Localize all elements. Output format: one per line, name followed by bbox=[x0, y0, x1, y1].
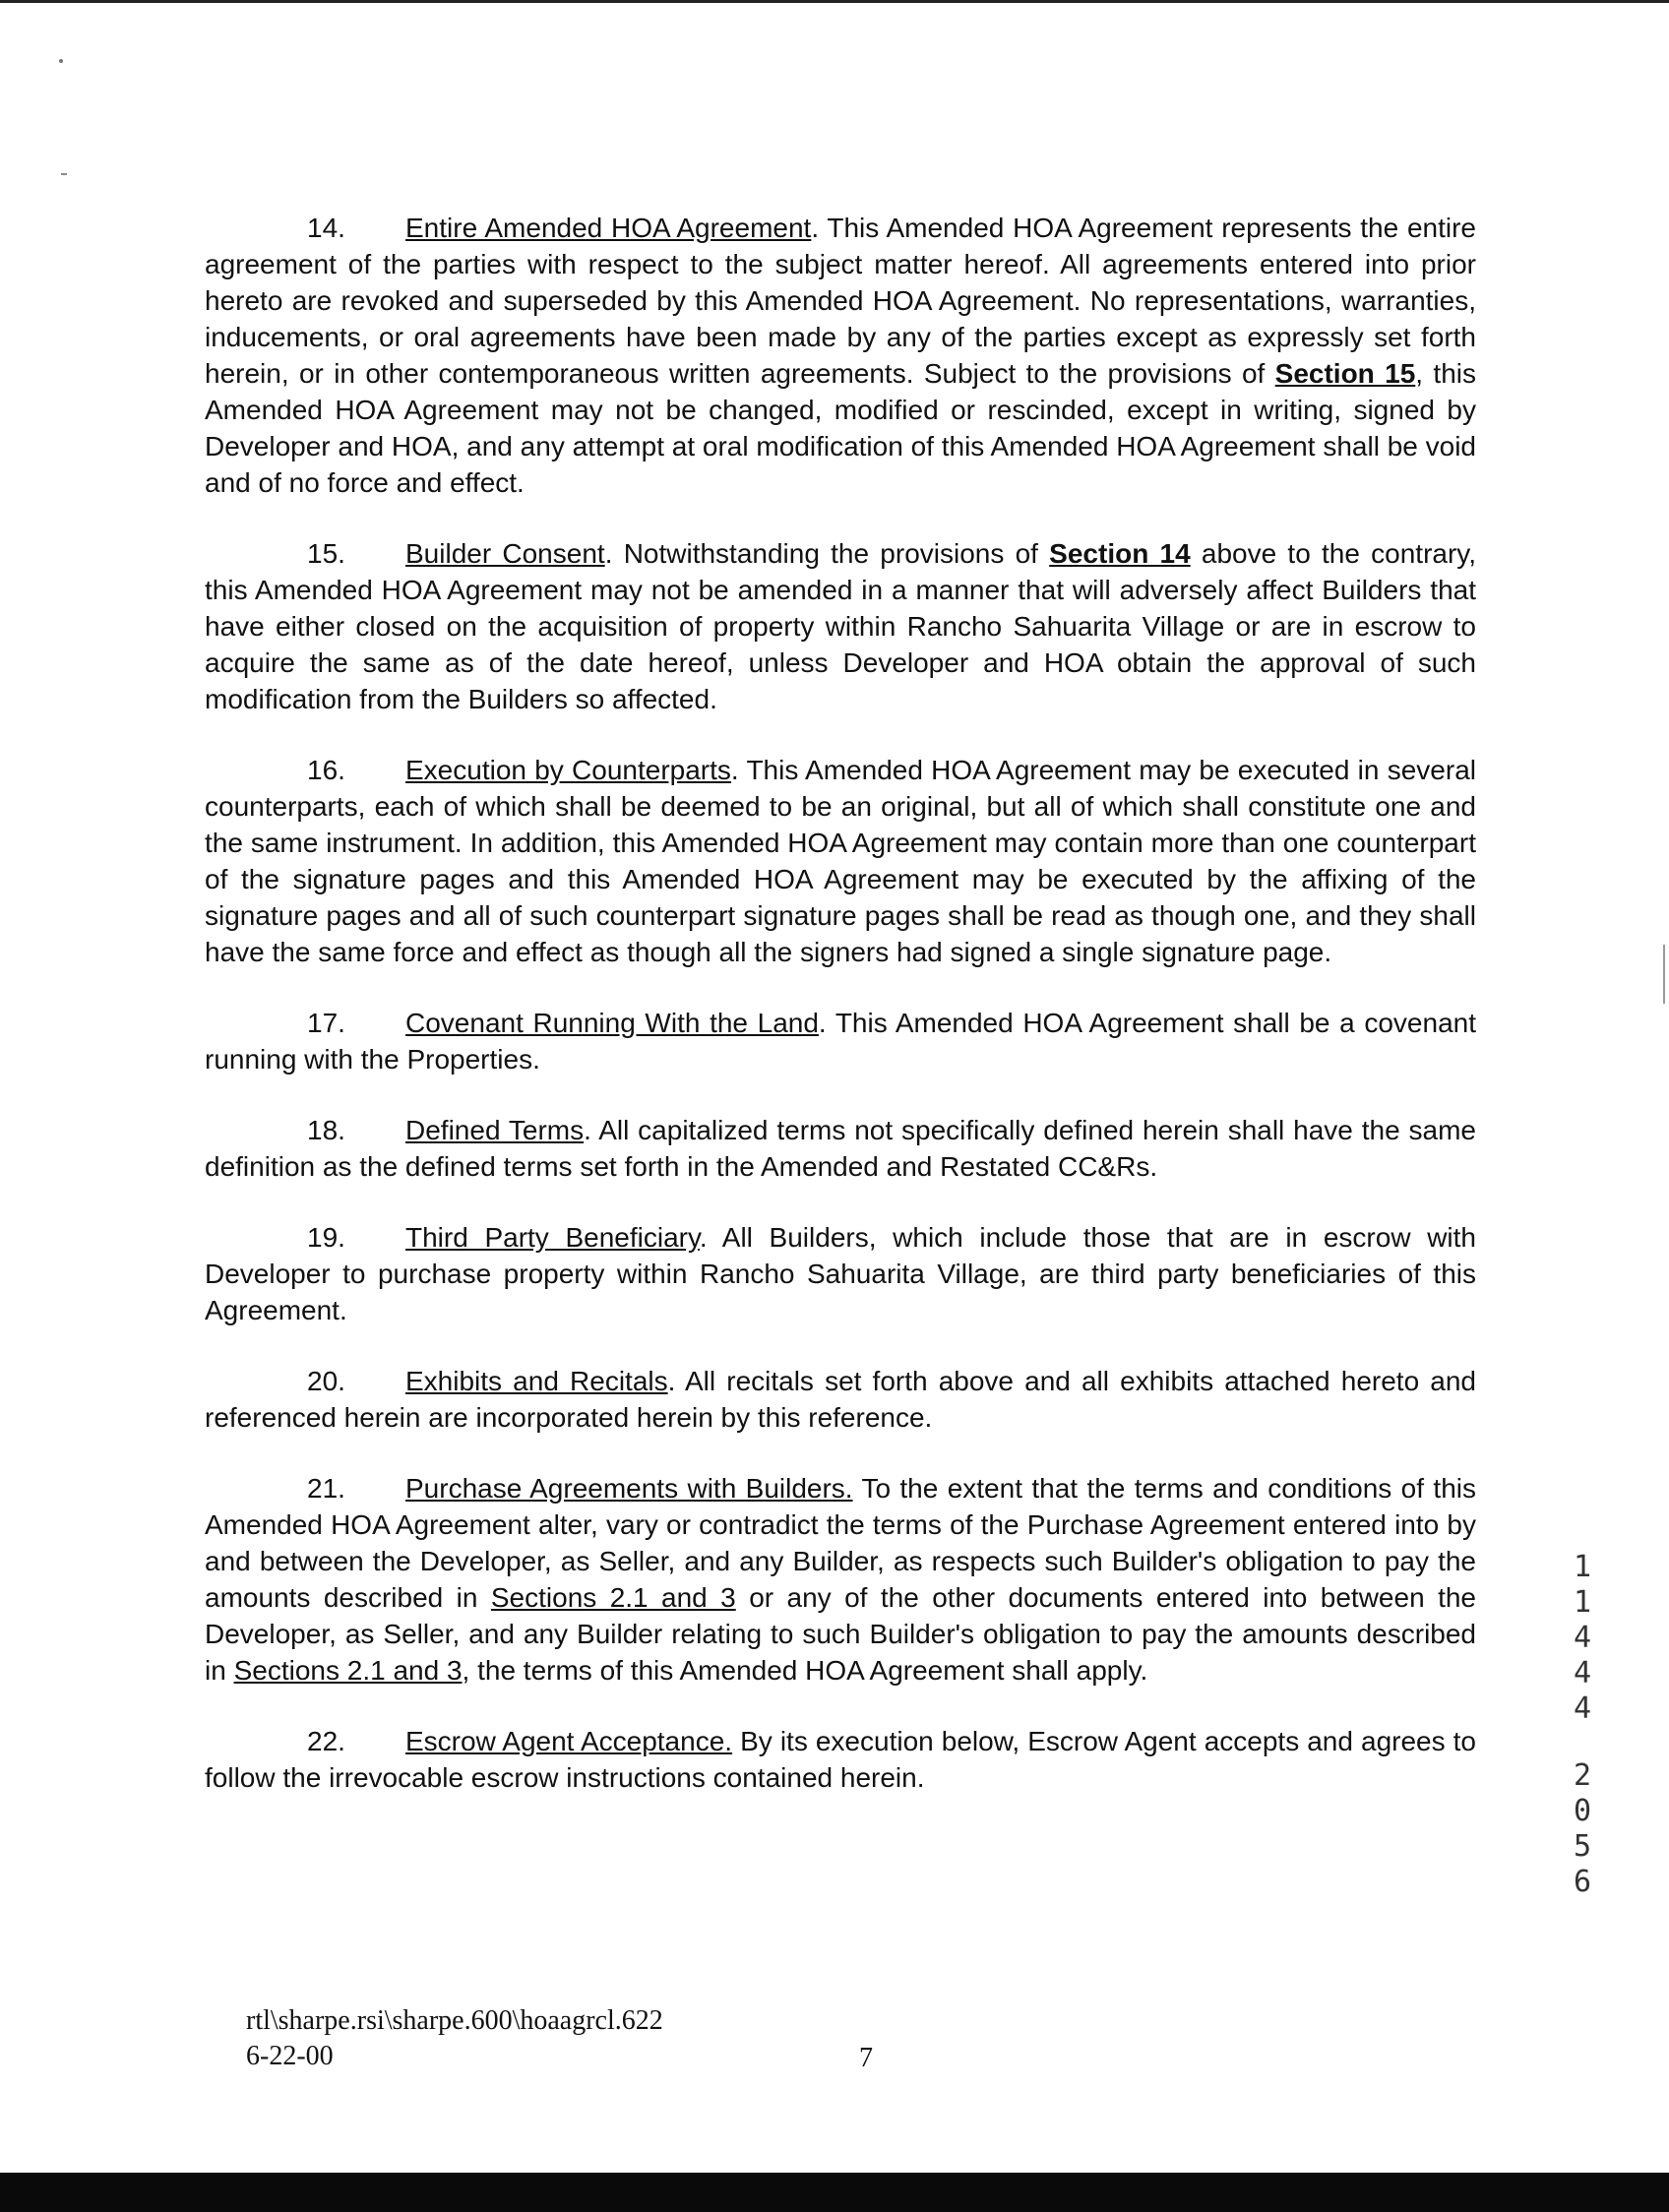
paragraph-heading: Escrow Agent Acceptance. bbox=[405, 1726, 733, 1756]
paragraph-number: 18. bbox=[307, 1115, 345, 1145]
paragraph-19 bbox=[205, 1219, 1476, 1328]
paragraph-text: . Notwithstanding the provisions of bbox=[604, 538, 1050, 569]
paragraph-heading: Covenant Running With the Land bbox=[405, 1008, 819, 1038]
stamp-digit: 2 bbox=[1573, 1758, 1592, 1793]
paragraph-number: 22. bbox=[307, 1726, 345, 1756]
footer-file-info bbox=[246, 2003, 663, 2074]
stamp-digit: 5 bbox=[1573, 1829, 1592, 1864]
footer-file-path: rtl\sharpe.rsi\sharpe.600\hoaagrcl.622 bbox=[246, 2005, 663, 2036]
paragraph-17 bbox=[205, 1005, 1476, 1077]
paragraph-number: 16. bbox=[307, 755, 345, 785]
section-reference: Sections 2.1 and 3 bbox=[490, 1582, 736, 1613]
paragraph-15 bbox=[205, 535, 1476, 717]
paragraph-text: or any of the other documents entered into between the Developer, as Seller, and any Builder relating to such Builder's obligation to pay the amounts described in bbox=[205, 1582, 1476, 1686]
paragraph-text: , the terms of this Amended HOA Agreement shall apply. bbox=[462, 1655, 1148, 1686]
stamp-digit: 0 bbox=[1573, 1794, 1592, 1828]
paragraph-14 bbox=[205, 210, 1476, 501]
stamp-gap bbox=[1563, 1727, 1602, 1758]
paragraph-heading: Defined Terms bbox=[405, 1115, 585, 1145]
paragraph-number: 21. bbox=[307, 1473, 345, 1504]
stamp-digit: 4 bbox=[1573, 1656, 1592, 1690]
paragraph-number: 20. bbox=[307, 1366, 345, 1396]
footer-date: 6-22-00 bbox=[246, 2041, 334, 2071]
paragraph-text: , this Amended HOA Agreement may not be changed, modified or rescinded, except in writing, signed by Developer and HOA, and any attempt at oral modification of this Amended HOA Agreement shall be void and of no force and effect. bbox=[205, 358, 1476, 498]
scan-speck bbox=[61, 173, 67, 175]
stamp-digit: 4 bbox=[1573, 1621, 1592, 1655]
stamp-digit: 1 bbox=[1573, 1585, 1592, 1620]
paragraph-number: 15. bbox=[307, 538, 345, 569]
paragraph-number: 19. bbox=[307, 1222, 345, 1253]
paragraph-text: . All recitals set forth above and all exhibits attached hereto and referenced herein are incorporated herein by this reference. bbox=[205, 1366, 1477, 1433]
paragraph-heading: Third Party Beneficiary bbox=[405, 1222, 700, 1253]
paragraph-18 bbox=[205, 1112, 1476, 1185]
margin-bates-stamp bbox=[1563, 1550, 1602, 1900]
scan-top-edge bbox=[0, 0, 1669, 3]
paragraph-heading: Execution by Counterparts bbox=[405, 755, 731, 785]
paragraph-22 bbox=[205, 1723, 1476, 1796]
stamp-digit: 4 bbox=[1573, 1691, 1592, 1726]
section-reference: Section 14 bbox=[1049, 538, 1191, 569]
paragraph-heading: Exhibits and Recitals bbox=[405, 1366, 668, 1396]
section-reference: Section 15 bbox=[1274, 358, 1416, 389]
paragraph-text: . All capitalized terms not specifically defined herein shall have the same definition as the defined terms set forth in the Amended and Restated CC&Rs. bbox=[205, 1115, 1476, 1182]
paragraph-21 bbox=[205, 1470, 1476, 1689]
document-body bbox=[205, 210, 1476, 1830]
paragraph-16 bbox=[205, 752, 1476, 970]
paragraph-text: above to the contrary, this Amended HOA Agreement may not be amended in a manner that will adversely affect Builders that have either closed on the acquisition of property within Rancho Sahuarita Village or are in escrow to acquire the same as of the date hereof, unless Developer and HOA obtain the approval of such modification from the Builders so affected. bbox=[205, 538, 1477, 714]
section-reference: Sections 2.1 and 3 bbox=[233, 1655, 463, 1686]
scan-edge-mark bbox=[1663, 945, 1665, 1004]
paragraph-number: 14. bbox=[307, 213, 345, 243]
stamp-digit: 6 bbox=[1573, 1865, 1592, 1899]
paragraph-text: To the extent that the terms and conditions of this Amended HOA Agreement alter, vary or contradict the terms of the Purchase Agreement entered into by and between the Developer, as Seller, and any Builder, as respects such Builder's obligation to pay the amounts described in bbox=[205, 1473, 1476, 1613]
paragraph-heading: Entire Amended HOA Agreement bbox=[405, 213, 812, 243]
paragraph-text: . This Amended HOA Agreement shall be a covenant running with the Properties. bbox=[205, 1008, 1476, 1075]
paragraph-20 bbox=[205, 1363, 1476, 1436]
paragraph-number: 17. bbox=[307, 1008, 345, 1038]
scan-speck bbox=[59, 59, 63, 63]
paragraph-heading: Purchase Agreements with Builders. bbox=[405, 1473, 853, 1504]
stamp-digit: 1 bbox=[1573, 1550, 1592, 1584]
paragraph-text: . This Amended HOA Agreement may be executed in several counterparts, each of which shall be deemed to be an original, but all of which shall constitute one and the same instrument. In addition, this Amended HOA Agreement may contain more than one counterpart of the signature pages and this Amended HOA Agreement may be executed by the affixing of the signature pages and all of such counterpart signature pages shall be read as though one, and they shall have the same force and effect as though all the signers had signed a single signature page. bbox=[205, 755, 1476, 967]
paragraph-text: . This Amended HOA Agreement represents the entire agreement of the parties with respect to the subject matter hereof. All agreements entered into prior hereto are revoked and superseded by this Amended HOA Agreement. No representations, warranties, inducements, or oral agreements have been made by any of the parties except as expressly set forth herein, or in other contemporaneous written agreements. Subject to the provisions of bbox=[205, 213, 1476, 389]
page-number: 7 bbox=[859, 2043, 873, 2073]
paragraph-heading: Builder Consent bbox=[405, 538, 605, 569]
scan-bottom-edge bbox=[0, 2173, 1669, 2212]
paragraph-text: By its execution below, Escrow Agent accepts and agrees to follow the irrevocable escrow instructions contained herein. bbox=[205, 1726, 1476, 1793]
paragraph-text: . All Builders, which include those that are in escrow with Developer to purchase property within Rancho Sahuarita Village, are third party beneficiaries of this Agreement. bbox=[205, 1222, 1476, 1325]
